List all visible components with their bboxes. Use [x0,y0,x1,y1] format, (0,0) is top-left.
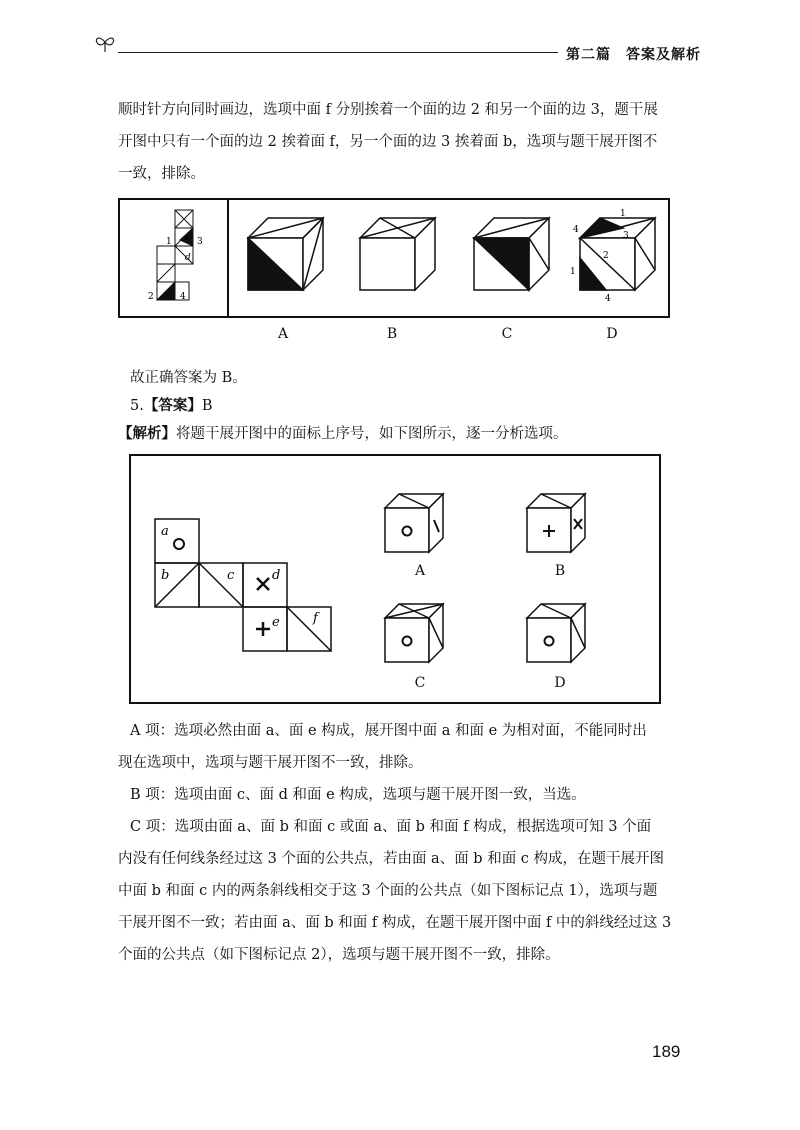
header-rule [118,52,558,53]
figure-2-net [155,519,331,651]
figure-2-option-c-cube [385,604,443,662]
analysis-c-line-1: C 项：选项由面 a、面 b 和面 c 或面 a、面 b 和面 f 构成，根据选项可知 3 个面 [130,819,652,835]
intro-line-2: 开图中只有一个面的边 2 挨着面 f，另一个面的边 3 挨着面 b，选项与题干展开图不 [118,134,658,150]
analysis-bracket: 【解析】 [118,426,176,442]
analysis-intro-line [118,422,568,443]
face-label-f: f [313,611,318,626]
figure-1-label-d: D [606,326,618,342]
figure-1-label-a: A [277,326,289,342]
figure-2-label-a: A [414,563,426,579]
answer-bracket: 【答案】 [143,398,202,414]
option-d-number-bottom: 4 [605,294,611,304]
figure-1-cubes [118,198,670,318]
face-label-a: a [161,524,169,539]
net-number-1: 1 [166,237,172,247]
page-number: 189 [652,1042,681,1061]
figure-2-cubes [129,454,661,704]
analysis-intro-text: 将题干展开图中的面标上序号，如下图所示，逐一分析选项。 [176,426,568,442]
analysis-c-line-4: 干展开图不一致；若由面 a、面 b 和面 f 构成，在题干展开图中面 f 中的斜线经过这 3 [118,915,672,931]
analysis-c-line-3: 中面 b 和面 c 内的两条斜线相交于这 3 个面的公共点（如下图标记点 1），选项与题 [118,883,658,899]
analysis-c-line-2: 内没有任何线条经过这 3 个面的公共点，若由面 a、面 b 和面 c 构成，在题干展开图 [118,851,665,867]
analysis-a-line-1: A 项：选项必然由面 a、面 e 构成，展开图中面 a 和面 e 为相对面，不能同时出 [130,723,647,739]
sprout-icon [92,30,118,54]
net-number-3: 3 [197,237,203,247]
intro-line-3: 一致，排除。 [118,166,205,182]
face-label-b: b [161,568,170,583]
face-label-e: e [272,615,280,630]
analysis-b-line-1: B 项：选项由面 c、面 d 和面 e 构成，选项与题干展开图一致，当选。 [130,787,586,803]
section-title: 第二篇 答案及解析 [566,47,701,63]
net-letter-e: e [185,233,190,242]
option-d-number-top: 1 [620,209,626,219]
figure-1-label-b: B [386,326,398,342]
option-d-number-left: 4 [573,225,579,235]
figure-2-label-d: D [554,675,566,691]
figure-1-label-c: C [501,326,513,342]
intro-line-1: 顺时针方向同时画边，选项中面 f 分别挨着一个面的边 2 和另一个面的边 3，题干展 [118,102,658,118]
figure-2-option-d-cube [527,604,585,662]
figure-2-label-c: C [414,675,426,691]
face-label-d: d [272,568,281,583]
figure-1-option-a-cube [248,218,323,290]
figure-2-label-b: B [554,563,566,579]
analysis-a-line-2: 现在选项中，选项与题干展开图不一致，排除。 [118,755,423,771]
answer-number: 5. [130,398,144,414]
option-d-number-mid: 3 [623,231,629,241]
face-label-c: c [227,568,235,583]
option-d-number-side: 1 [570,267,576,277]
conclusion-text: 故正确答案为 B。 [130,370,247,386]
option-d-number-front: 2 [603,251,609,261]
net-number-2: 2 [148,292,154,302]
analysis-c-line-5: 个面的公共点（如下图标记点 2），选项与题干展开图不一致，排除。 [118,947,560,963]
figure-2-option-b-cube [527,494,585,552]
answer-line [130,394,213,415]
net-number-4: 4 [180,292,186,302]
figure-1-option-d-cube [580,218,655,290]
figure-1-option-c-cube [474,218,549,290]
answer-value: B [201,398,213,414]
net-letter-d: d [185,253,191,263]
figure-1-option-b-cube [360,218,435,290]
figure-2-option-a-cube [385,494,443,552]
